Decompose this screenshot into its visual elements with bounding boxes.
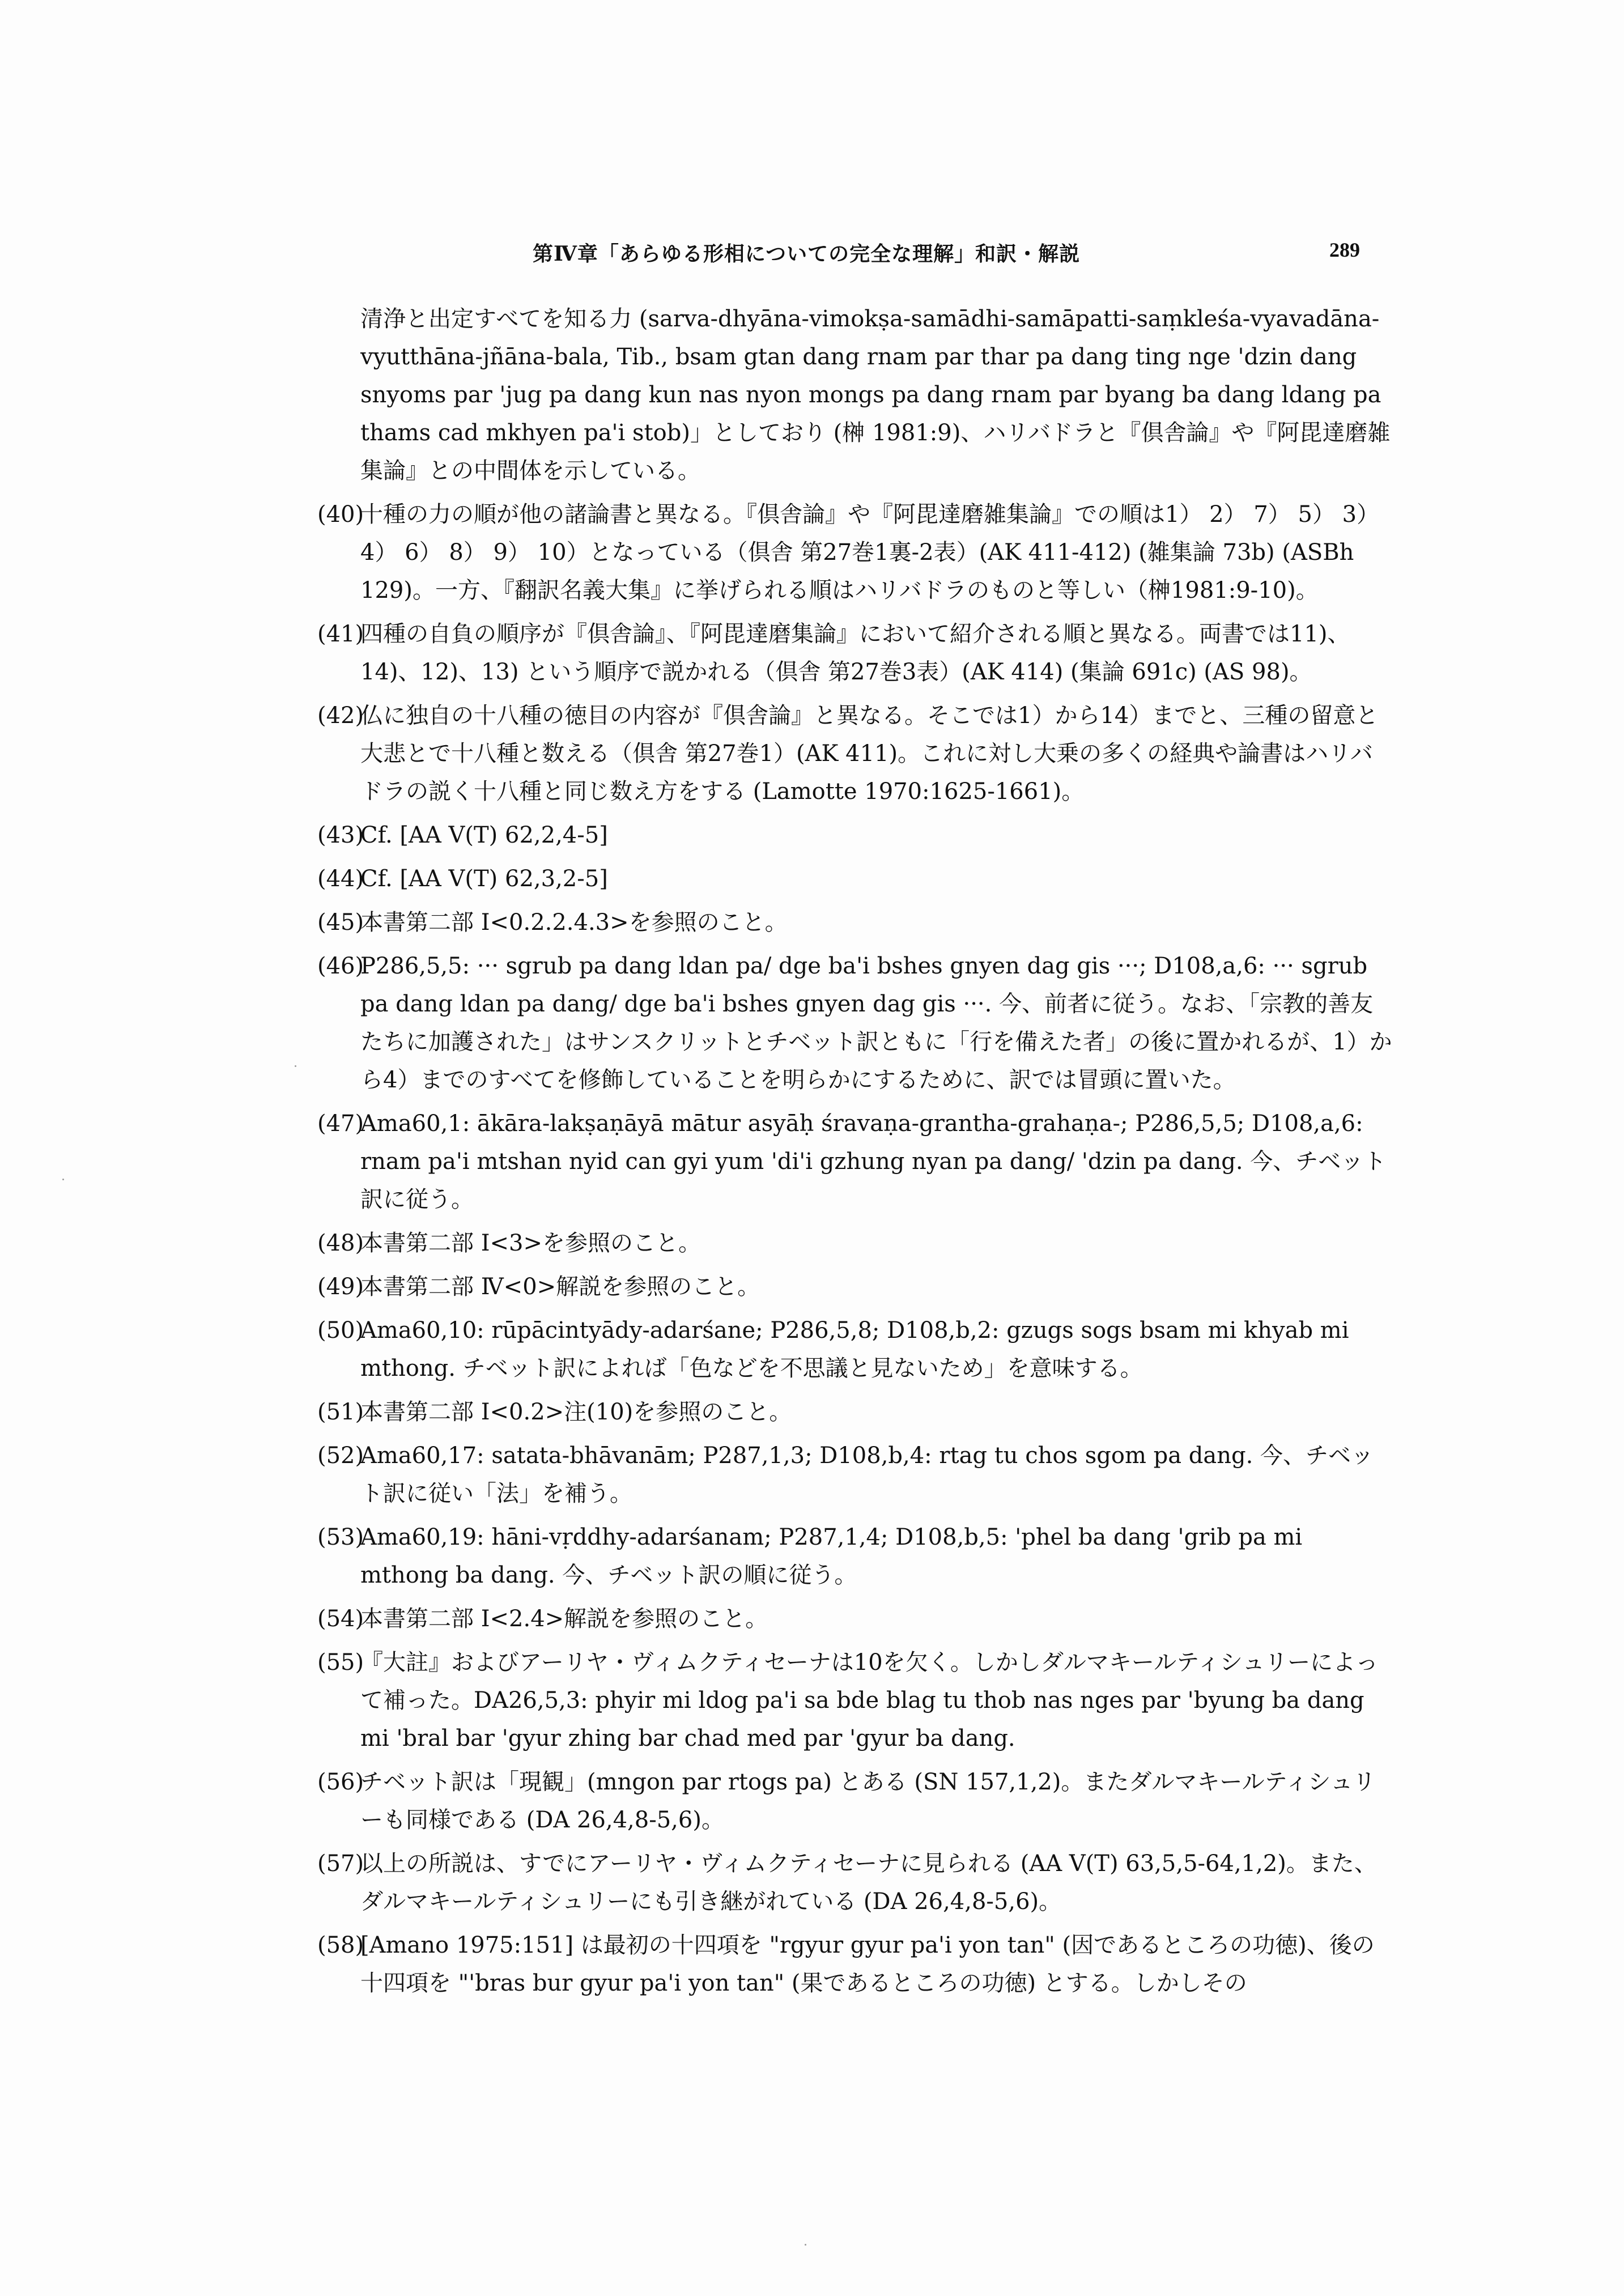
- note-item: [317, 1927, 1394, 2002]
- note-text: 本書第二部 I<3>を参照のこと。: [360, 1230, 701, 1256]
- running-header: [533, 238, 1360, 272]
- note-text: 本書第二部 I<0.2.2.4.3>を参照のこと。: [360, 909, 788, 936]
- note-number: (43): [317, 822, 364, 848]
- note-text: 本書第二部 I<0.2>注(10)を参照のこと。: [360, 1399, 792, 1425]
- note-text: P286,5,5: ··· sgrub pa dang ldan pa/ dge ba'i bshes gnyen dag gis ···; D108,a,6: ··· sgrub pa dang ldan pa dang/ dge ba'i bshes gnyen dag gis ···. 今、前者に従う。なお、「宗教的善友たちに加護された」はサンスクリットとチベット訳ともに「行を備えた者」の後に置かれるが、1）から4）までのすべてを修飾していることを明らかにするために、訳では冒頭に置いた。: [360, 953, 1392, 1093]
- note-number: (41): [317, 621, 364, 647]
- note-item: [317, 1644, 1394, 1758]
- note-number: (52): [317, 1443, 364, 1469]
- note-text: 四種の自負の順序が『倶舎論』、『阿毘達磨集論』において紹介される順と異なる。両書では11)、14)、12)、13) という順序で説かれる（倶舎 第27巻3表）(AK 414) (集論 691c) (AS 98)。: [360, 621, 1350, 685]
- note-number: (48): [317, 1230, 364, 1256]
- note-text: 『大註』およびアーリヤ・ヴィムクティセーナは10を欠く。しかしダルマキールティシュリーによって補った。DA26,5,3: phyir mi ldog pa'i sa bde blag tu thob nas nges par 'byung ba dang mi 'bral bar 'gyur zhing bar chad med par 'gyur ba dang.: [360, 1649, 1379, 1751]
- note-number: (47): [317, 1111, 364, 1137]
- scan-speck: [295, 1065, 296, 1067]
- chapter-title: 第Ⅳ章「あらゆる形相についての完全な理解」和訳・解説: [533, 242, 1081, 266]
- scan-speck: [805, 2244, 806, 2246]
- note-text: Ama60,10: rūpācintyādy-adarśane; P286,5,8; D108,b,2: gzugs sogs bsam mi khyab mi mthong. チベット訳によれば「色などを不思議と見ないため」を意味する。: [360, 1317, 1349, 1381]
- note-number: (51): [317, 1399, 364, 1425]
- note-item: [317, 1268, 1394, 1306]
- note-item: [317, 860, 1394, 898]
- scan-speck: [62, 1179, 64, 1180]
- note-text: チベット訳は「現観」(mngon par rtogs pa) とある (SN 157,1,2)。またダルマキールティシュリーも同様である (DA 26,4,8-5,6)。: [360, 1769, 1376, 1833]
- note-text: Ama60,1: ākāra-lakṣaṇāyā mātur asyāḥ śravaṇa-grantha-grahaṇa-; P286,5,5; D108,a,6: rnam pa'i mtshan nyid can gyi yum 'di'i gzhung nyan pa dang/ 'dzin pa dang. 今、チベット訳に従う。: [360, 1111, 1387, 1213]
- note-text: 仏に独自の十八種の徳目の内容が『倶舎論』と異なる。そこでは1）から14）までと、三種の留意と大悲とで十八種と数える（倶舎 第27巻1）(AK 411)。これに対し大乗の多くの経典や論書はハリバドラの説く十八種と同じ数え方をする (Lamotte 1970:1625-1661)。: [360, 703, 1379, 805]
- note-number: (57): [317, 1851, 364, 1877]
- note-text: Cf. [AA V(T) 62,3,2-5]: [360, 866, 608, 892]
- note-text: [Amano 1975:151] は最初の十四項を "rgyur gyur pa'i yon tan" (因であるところの功徳)、後の十四項を "'bras bur gyur pa'i yon tan" (果であるところの功徳) とする。しかしその: [360, 1932, 1375, 1996]
- note-item: [317, 1393, 1394, 1431]
- note-text: 十種の力の順が他の諸論書と異なる。『倶舎論』や『阿毘達磨雑集論』での順は1） 2） 7） 5） 3） 4） 6） 8） 9） 10）となっている（倶舎 第27巻1裏-2表）(AK 411-412) (雑集論 73b) (ASBh 129)。一方、『翻訳名義大集』に挙げられる順はハリバドラのものと等しい（榊1981:9-10)。: [360, 501, 1380, 603]
- note-number: (44): [317, 866, 364, 892]
- notes-body: [317, 300, 1394, 2002]
- note-item: [317, 947, 1394, 1099]
- note-number: (46): [317, 953, 364, 979]
- note-number: (49): [317, 1274, 364, 1300]
- note-item: [317, 1224, 1394, 1262]
- note-item: [317, 1519, 1394, 1595]
- page-number: 289: [1329, 239, 1360, 261]
- note-text: 以上の所説は、すでにアーリヤ・ヴィムクティセーナに見られる (AA V(T) 63,5,5-64,1,2)。また、ダルマキールティシュリーにも引き継がれている (DA 26,4,8-5,6)。: [360, 1851, 1377, 1915]
- note-item: [317, 904, 1394, 942]
- note-item: [317, 697, 1394, 811]
- note-number: (42): [317, 703, 364, 729]
- note-number: (58): [317, 1932, 364, 1958]
- note-number: (45): [317, 909, 364, 936]
- note-number: (56): [317, 1769, 364, 1795]
- note-number: (40): [317, 501, 364, 528]
- note-item: [317, 1600, 1394, 1638]
- intro-paragraph: 清浄と出定すべてを知る力 (sarva-dhyāna-vimokṣa-samādhi-samāpatti-saṃkleśa-vyavadāna-vyutthāna-jñāna-bala, Tib., bsam gtan dang rnam par thar pa dang ting nge 'dzin dang snyoms par 'jug pa dang kun nas nyon mongs pa dang rnam par byang ba dang ldang pa thams cad mkhyen pa'i stob)」としており (榊 1981:9)、ハリバドラと『倶舎論』や『阿毘達磨雑集論』との中間体を示している。: [360, 306, 1391, 484]
- note-item: [317, 496, 1394, 610]
- note-text: 本書第二部 I<2.4>解説を参照のこと。: [360, 1606, 768, 1632]
- note-item: [317, 1312, 1394, 1388]
- note-number: (54): [317, 1606, 364, 1632]
- note-number: (53): [317, 1524, 364, 1550]
- note-item: [317, 615, 1394, 691]
- note-text: Ama60,19: hāni-vṛddhy-adarśanam; P287,1,4; D108,b,5: 'phel ba dang 'grib pa mi mthong ba dang. 今、チベット訳の順に従う。: [360, 1524, 1303, 1588]
- note-item: [317, 1437, 1394, 1513]
- note-number: (50): [317, 1317, 364, 1343]
- note-item: [317, 1763, 1394, 1839]
- note-item: [317, 1105, 1394, 1219]
- note-text: Ama60,17: satata-bhāvanām; P287,1,3; D108,b,4: rtag tu chos sgom pa dang. 今、チベット訳に従い「法」を補う。: [360, 1443, 1374, 1507]
- note-text: Cf. [AA V(T) 62,2,4-5]: [360, 822, 608, 848]
- note-text: 本書第二部 Ⅳ<0>解説を参照のこと。: [360, 1274, 760, 1300]
- note-number: (55): [317, 1649, 364, 1676]
- note-item: [317, 817, 1394, 854]
- note-item: [317, 1845, 1394, 1921]
